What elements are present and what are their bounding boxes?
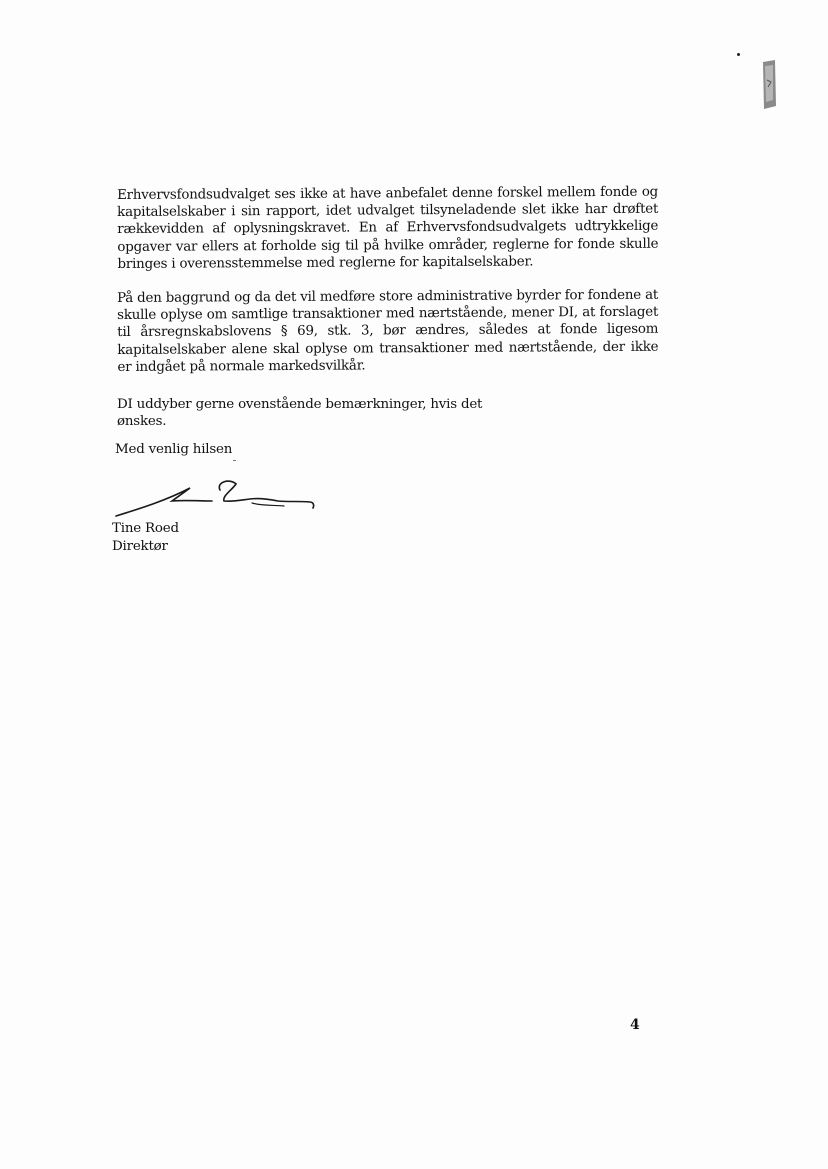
signer-name: Tine Roed [112, 521, 179, 536]
closing-salutation: Med venlig hilsen [115, 442, 233, 457]
signer-title: Direktør [112, 539, 168, 554]
stray-mark [233, 460, 236, 461]
page-number: 4 [630, 1017, 640, 1033]
binder-tab-mark [761, 60, 777, 110]
scan-dot-mark [737, 53, 740, 56]
handwritten-signature [112, 468, 322, 522]
paragraph-offer: DI uddyber gerne ovenstående bemærkninger, hvis det ønskes. [117, 397, 483, 430]
paragraph-proposal: På den baggrund og da det vil medføre store administrative byrder for fondene at skulle oplyse om samtlige transaktioner med nærtstående, mener DI, at forslaget til årsregnskabslovens § 69, stk. 3, bør ændres, således at fonde ligesom kapitalselskaber alene skal oplyse om transaktioner med nærtstående, der ikke er indgået på normale markedsvilkår. [117, 287, 659, 375]
paragraph-committee: Erhvervsfondsudvalget ses ikke at have anbefalet denne forskel mellem fonde og kapitalselskaber i sin rapport, idet udvalget tilsyneladende slet ikke har drøftet rækkevidden af oplysningskravet. En af Erhvervsfondsudvalgets udtrykkelige opgaver var ellers at forholde sig til på hvilke områder, reglerne for fonde skulle bringes i overensstemmelse med reglerne for kapitalselskaber. [117, 184, 659, 272]
